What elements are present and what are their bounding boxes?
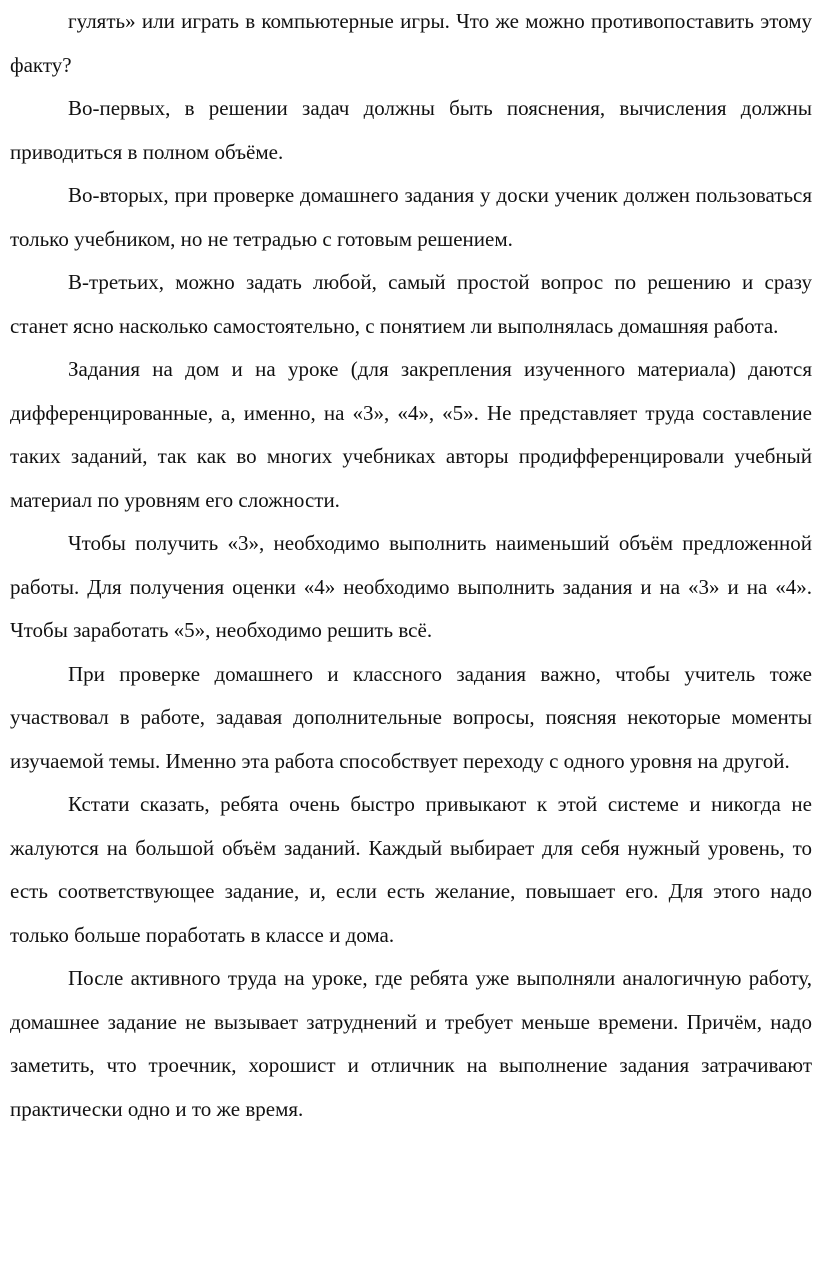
- paragraph-differentiated-tasks: Задания на дом и на уроке (для закрепления изученного материала) даются дифференцированные, а, именно, на «3», «4», «5». Не представляет труда составление таких заданий, так как во многих учебниках авторы продифференцировали учебный материал по уровням его сложности.: [10, 357, 812, 512]
- paragraph-first-point: Во-первых, в решении задач должны быть пояснения, вычисления должны приводиться в полном объёме.: [10, 96, 812, 164]
- document-page: [10, 0, 812, 1131]
- paragraph-grades: Чтобы получить «3», необходимо выполнить наименьший объём предложенной работы. Для получения оценки «4» необходимо выполнить задания и на «3» и на «4». Чтобы заработать «5», необходимо решить всё.: [10, 531, 812, 642]
- paragraph-system-habit: Кстати сказать, ребята очень быстро привыкают к этой системе и никогда не жалуются на большой объём заданий. Каждый выбирает для себя нужный уровень, то есть соответствующее задание, и, если есть желание, повышает его. Для этого надо только больше поработать в классе и дома.: [10, 792, 812, 947]
- paragraph-homework-time: После активного труда на уроке, где ребята уже выполняли аналогичную работу, домашнее задание не вызывает затруднений и требует меньше времени. Причём, надо заметить, что троечник, хорошист и отличник на выполнение задания затрачивают практически одно и то же время.: [10, 966, 812, 1121]
- paragraph-continued: гулять» или играть в компьютерные игры. Что же можно противопоставить этому факту?: [10, 9, 812, 77]
- paragraph-second-point: Во-вторых, при проверке домашнего задания у доски ученик должен пользоваться только учебником, но не тетрадью с готовым решением.: [10, 183, 812, 251]
- paragraph-teacher-participation: При проверке домашнего и классного задания важно, чтобы учитель тоже участвовал в работе, задавая дополнительные вопросы, поясняя некоторые моменты изучаемой темы. Именно эта работа способствует переходу с одного уровня на другой.: [10, 661, 812, 773]
- paragraph-third-point: В-третьих, можно задать любой, самый простой вопрос по решению и сразу станет ясно насколько самостоятельно, с понятием ли выполнялась домашняя работа.: [10, 270, 812, 338]
